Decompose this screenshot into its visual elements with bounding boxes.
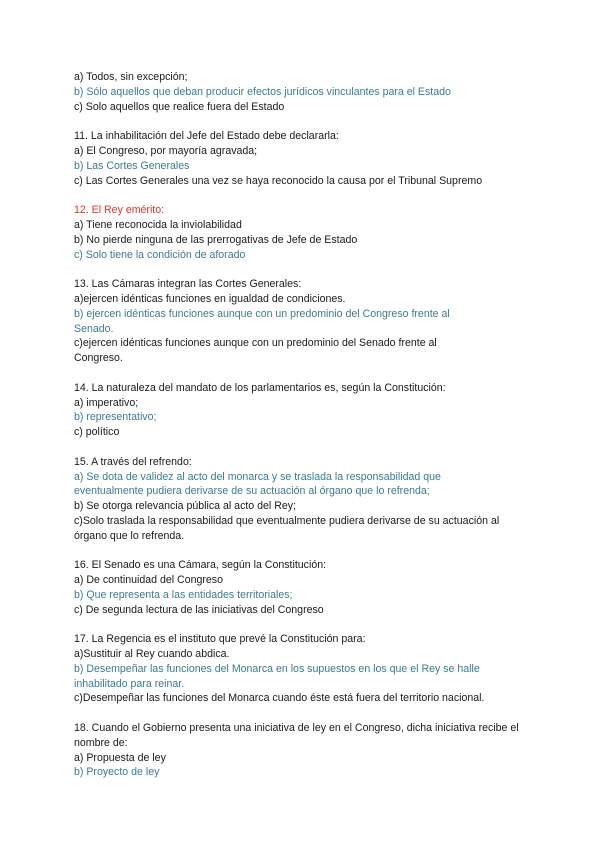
question-text: 11. La inhabilitación del Jefe del Estado debe declararla: (74, 130, 339, 143)
question-text: 13. Las Cámaras integran las Cortes Generales: (74, 278, 302, 291)
question-text: 17. La Regencia es el instituto que prevé la Constitución para: (74, 633, 366, 646)
option-c: c)ejercen idénticas funciones aunque con un predominio del Senado frente al Congreso. (74, 337, 437, 365)
option-a: a) El Congreso, por mayoría agravada; (74, 144, 258, 157)
option-b-correct: b) Proyecto de ley (74, 766, 160, 779)
question-block (74, 70, 544, 114)
option-a: a) De continuidad del Congreso (74, 574, 223, 587)
option-c: c)Solo traslada la responsabilidad que eventualmente pudiera derivarse de su actuación al órgano que lo refrenda. (74, 514, 500, 542)
option-a: a)ejercen idénticas funciones en igualdad de condiciones. (74, 292, 346, 305)
question-text: 14. La naturaleza del mandato de los parlamentarios es, según la Constitución: (74, 381, 446, 394)
option-c: c) Solo aquellos que realice fuera del Estado (74, 100, 285, 113)
option-a: a) Tiene reconocida la inviolabilidad (74, 218, 242, 231)
question-block (74, 129, 544, 188)
question-block (74, 381, 544, 440)
option-c: c) Las Cortes Generales una vez se haya reconocido la causa por el Tribunal Supremo (74, 174, 483, 187)
question-block (74, 277, 544, 366)
option-a: a) imperativo; (74, 396, 139, 409)
option-b-correct: b) Que representa a las entidades territoriales; (74, 588, 293, 601)
option-c-correct: c) Solo tiene la condición de aforado (74, 248, 246, 261)
option-a-correct: a) Se dota de validez al acto del monarca y se traslada la responsabilidad que eventualmente pudiera derivarse de su actuación al órgano que lo refrenda; (74, 470, 441, 498)
option-a: a) Propuesta de ley (74, 751, 166, 764)
question-text: 15. A través del refrendo: (74, 455, 192, 468)
document-page (74, 70, 544, 795)
option-b-correct: b) Las Cortes Generales (74, 159, 190, 172)
question-text: 18. Cuando el Gobierno presenta una iniciativa de ley en el Congreso, dicha iniciativa recibe el nombre de: (74, 722, 519, 749)
option-a: a)Sustituir al Rey cuando abdica. (74, 648, 230, 661)
question-text: 12. El Rey emérito: (74, 204, 165, 217)
option-b-correct: b) Desempeñar las funciones del Monarca en los supuestos en los que el Rey se halle inhabilitado para reinar. (74, 662, 480, 690)
question-block (74, 721, 544, 780)
option-b-correct: b) ejercen idénticas funciones aunque con un predominio del Congreso frente al Senado. (74, 307, 450, 335)
option-c: c) político (74, 426, 120, 439)
question-block (74, 558, 544, 617)
option-a: a) Todos, sin excepción; (74, 71, 188, 83)
option-c: c)Desempeñar las funciones del Monarca cuando éste está fuera del territorio nacional. (74, 692, 485, 705)
option-b-correct: b) representativo; (74, 411, 157, 424)
question-block (74, 455, 544, 544)
question-block (74, 203, 544, 262)
option-c: c) De segunda lectura de las iniciativas del Congreso (74, 603, 324, 616)
option-b: b) No pierde ninguna de las prerrogativas de Jefe de Estado (74, 233, 358, 246)
option-b-correct: b) Sólo aquellos que deban producir efectos jurídicos vinculantes para el Estado (74, 85, 451, 98)
question-block (74, 632, 544, 706)
question-text: 16. El Senado es una Cámara, según la Constitución: (74, 559, 327, 572)
option-b: b) Se otorga relevancia pública al acto del Rey; (74, 500, 297, 513)
